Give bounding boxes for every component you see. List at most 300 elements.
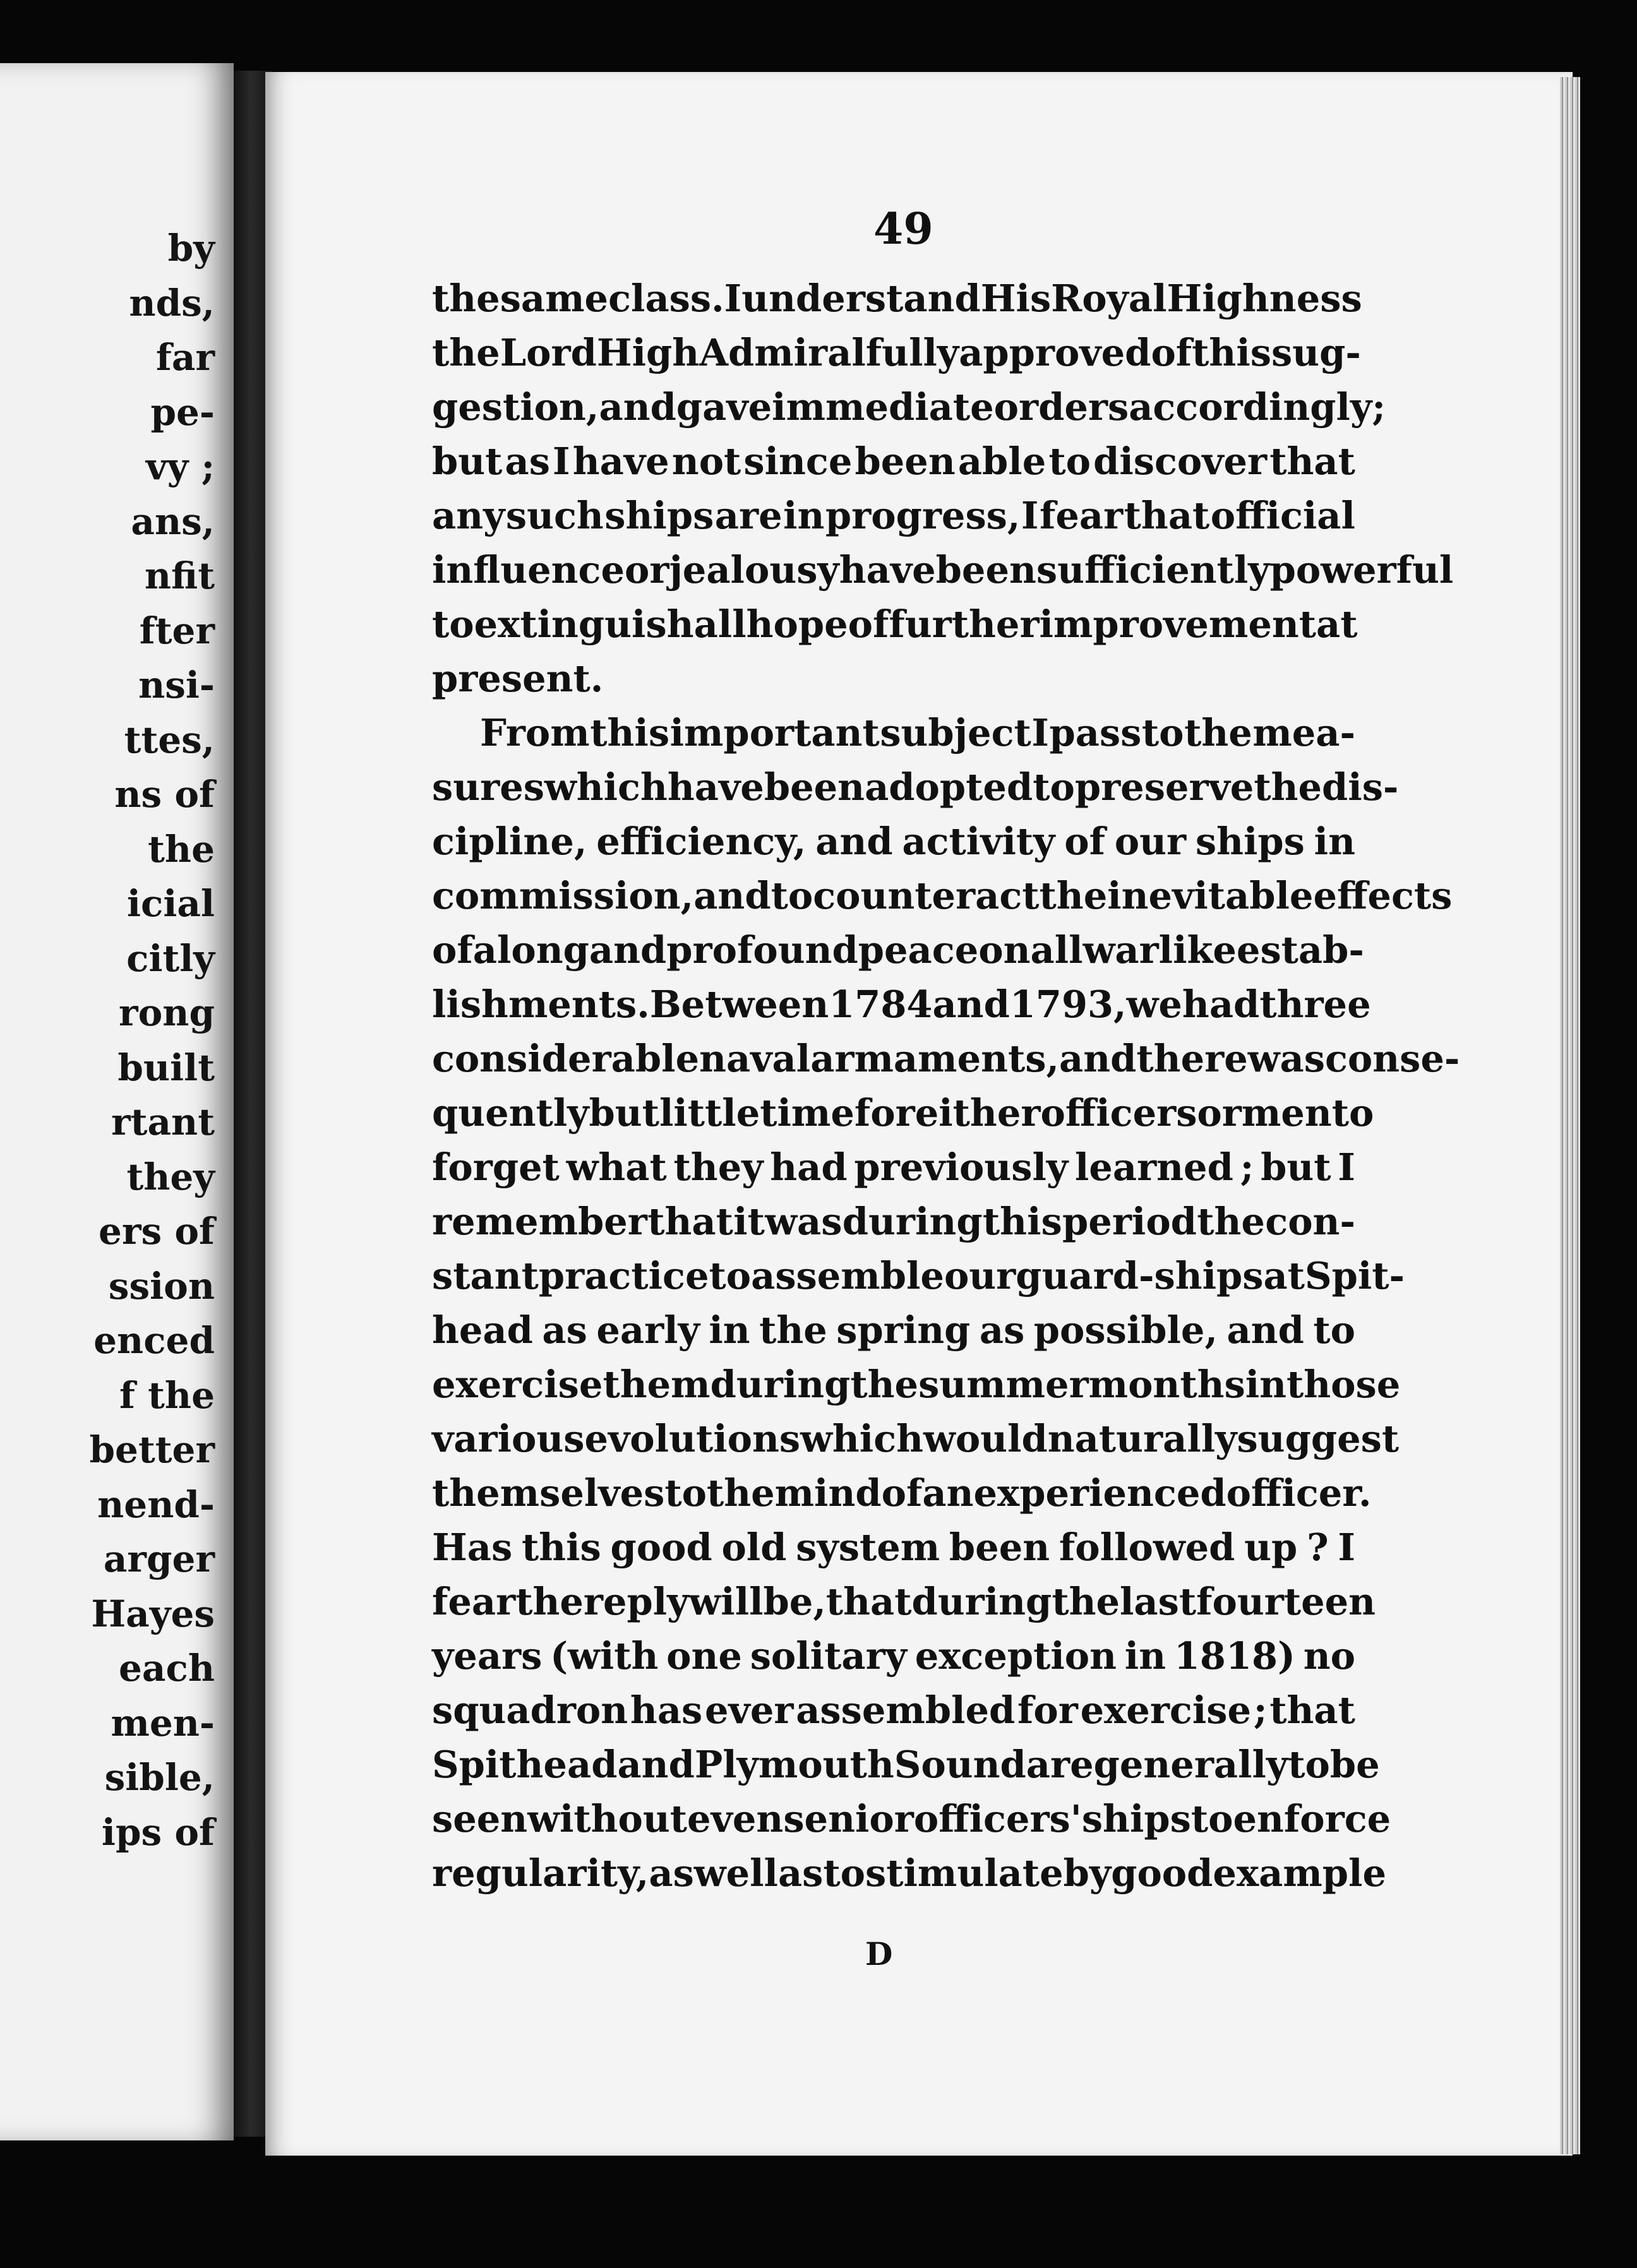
text-line	[432, 652, 1355, 706]
word: regularity,	[432, 1851, 649, 1895]
word: for	[1017, 1688, 1078, 1732]
word: mea-	[1252, 711, 1355, 755]
word: by	[1063, 1851, 1112, 1895]
word: period	[1062, 1200, 1197, 1243]
word: was	[765, 1200, 842, 1243]
word: From	[480, 711, 590, 755]
word: would	[923, 1417, 1048, 1460]
left-page-line: built	[117, 1046, 215, 1089]
word: and	[1226, 1308, 1304, 1352]
word: years	[432, 1634, 543, 1678]
word: this	[982, 1200, 1062, 1243]
word: in	[1314, 820, 1355, 863]
word: pass	[1049, 711, 1142, 755]
left-page-line: by	[167, 227, 215, 270]
word: lishments.	[432, 982, 650, 1026]
word: or	[625, 548, 669, 592]
word: or	[1197, 1091, 1242, 1135]
word: such	[505, 494, 604, 537]
word: that	[825, 1580, 912, 1623]
word: which	[544, 765, 668, 809]
word: influence	[432, 548, 625, 592]
word: activity	[902, 820, 1055, 863]
word: in	[783, 494, 825, 537]
word: learned	[1074, 1145, 1233, 1189]
page-number: 49	[873, 204, 933, 254]
text-line	[432, 543, 1454, 597]
word: three	[1259, 982, 1371, 1026]
word: 1793,	[1009, 982, 1127, 1026]
word: either	[914, 1091, 1041, 1135]
left-page-line: citly	[126, 936, 215, 980]
word: the	[1052, 1580, 1120, 1623]
word: and	[1059, 1037, 1137, 1080]
word: little	[659, 1091, 760, 1135]
word: generally	[1093, 1743, 1288, 1786]
word: important	[669, 711, 880, 755]
word: the	[1254, 765, 1322, 809]
word: warlike	[1082, 928, 1237, 972]
text-line	[432, 1358, 1401, 1412]
word: quently	[432, 1091, 589, 1135]
word: Admiral	[699, 331, 866, 374]
word: to	[823, 1851, 866, 1895]
word: any	[432, 494, 505, 537]
word: assembled	[796, 1688, 1016, 1732]
word: men	[1241, 1091, 1332, 1135]
word: stimulate	[865, 1851, 1064, 1895]
word: sures	[432, 765, 544, 809]
word: (with	[550, 1634, 659, 1678]
word: able	[957, 439, 1046, 483]
text-line	[432, 1846, 1386, 1901]
word: there	[1136, 1037, 1248, 1080]
word: example	[1213, 1851, 1386, 1895]
word: exercise	[432, 1363, 603, 1406]
word: and	[932, 982, 1010, 1026]
word: those	[1286, 1363, 1401, 1406]
word: been	[854, 439, 956, 483]
word: as	[542, 1308, 587, 1352]
word: will	[688, 1580, 764, 1623]
left-page-line: nsi-	[138, 664, 215, 707]
text-line	[432, 923, 1364, 977]
word: efficiency,	[596, 820, 807, 863]
word: assemble	[751, 1254, 944, 1298]
word: I	[1338, 1145, 1355, 1189]
word: armaments,	[810, 1037, 1060, 1080]
left-page-line: rong	[119, 991, 215, 1034]
left-page-line: far	[155, 336, 215, 379]
word: a	[472, 928, 497, 972]
text-line	[432, 1412, 1400, 1466]
word: had	[770, 1145, 848, 1189]
word: without	[527, 1797, 688, 1841]
word: I	[1338, 1525, 1355, 1569]
word: reply	[583, 1580, 689, 1623]
word: during	[842, 1200, 983, 1243]
text-line	[432, 1032, 1460, 1086]
word: to	[664, 1471, 707, 1515]
word: the	[432, 277, 500, 320]
word: early	[596, 1308, 700, 1352]
word: powerful	[1269, 548, 1454, 592]
word: ships	[1081, 1797, 1191, 1841]
word: adopted	[865, 765, 1033, 809]
word: understand	[741, 277, 981, 320]
word: experienced	[973, 1471, 1226, 1515]
word: subject	[880, 711, 1031, 755]
word: the	[706, 1471, 775, 1515]
left-page-line: rtant	[111, 1101, 215, 1143]
word: good	[610, 1525, 712, 1569]
word: exercise	[1080, 1688, 1252, 1732]
word: Plymouth	[694, 1743, 894, 1786]
word: that	[647, 1200, 733, 1243]
word: been	[935, 548, 1036, 592]
word: sufficiently	[1036, 548, 1270, 592]
word: squadron	[432, 1688, 628, 1732]
text-line	[432, 434, 1355, 489]
text-line	[432, 380, 1386, 434]
word: to	[771, 874, 813, 917]
word: which	[800, 1417, 924, 1460]
text-line	[432, 272, 1362, 326]
word: mind	[774, 1471, 882, 1515]
word: of	[881, 1471, 923, 1515]
word: official	[1210, 494, 1355, 537]
left-page-line: ssion	[108, 1264, 215, 1308]
word: considerable	[432, 1037, 700, 1080]
word: been	[764, 765, 865, 809]
word: in	[1245, 1363, 1287, 1406]
word: in	[709, 1308, 750, 1352]
word: was	[1247, 1037, 1325, 1080]
word: fear	[432, 1580, 516, 1623]
left-page-line: ers of	[99, 1210, 215, 1253]
left-page-line: ans,	[131, 499, 215, 543]
word: even	[687, 1797, 784, 1841]
word: jealousy	[669, 548, 839, 592]
word: this	[521, 1525, 601, 1569]
word: guard-ships	[1016, 1254, 1264, 1298]
word: they	[673, 1145, 764, 1189]
word: the	[515, 1580, 584, 1623]
word: as	[505, 439, 550, 483]
word: well	[693, 1851, 778, 1895]
word: we	[1126, 982, 1182, 1026]
word: to	[709, 1254, 752, 1298]
text-line	[432, 597, 1358, 652]
word: an	[922, 1471, 974, 1515]
text-line	[432, 977, 1371, 1032]
text-line	[432, 1303, 1355, 1358]
word: I	[724, 277, 742, 320]
word: dis-	[1322, 765, 1399, 809]
left-page-line: they	[126, 1155, 215, 1198]
left-page-line: f the	[119, 1373, 215, 1417]
word: Royal	[1051, 277, 1167, 320]
word: have	[572, 439, 669, 483]
word: cipline,	[432, 820, 587, 863]
word: ;	[1372, 385, 1386, 429]
word: gave	[676, 385, 772, 429]
word: forget	[432, 1145, 560, 1189]
word: and	[589, 928, 667, 972]
word: followed	[1058, 1525, 1235, 1569]
word: the	[1184, 711, 1252, 755]
word: that	[1269, 439, 1355, 483]
text-line	[432, 1086, 1374, 1140]
text-line	[432, 1249, 1405, 1303]
word: time	[760, 1091, 854, 1135]
word: and	[617, 1743, 695, 1786]
word: them	[603, 1363, 711, 1406]
word: conse-	[1324, 1037, 1460, 1080]
text-line	[432, 760, 1399, 815]
word: evolutions	[584, 1417, 801, 1460]
word: exception	[914, 1634, 1117, 1678]
word: not	[671, 439, 741, 483]
word: summer	[918, 1363, 1089, 1406]
word: one	[666, 1634, 742, 1678]
word: solitary	[750, 1634, 907, 1678]
word: head	[432, 1308, 533, 1352]
word: 1784	[829, 982, 933, 1026]
word: fourteen	[1196, 1580, 1376, 1623]
word: to	[1048, 439, 1091, 483]
word: long	[496, 928, 589, 972]
word: old	[721, 1525, 787, 1569]
word: but	[589, 1091, 659, 1135]
word: to	[1033, 765, 1075, 809]
word: possible,	[1033, 1308, 1218, 1352]
word: at	[1316, 602, 1358, 646]
body-text	[432, 272, 1460, 1901]
word: all	[1030, 928, 1083, 972]
word: of	[432, 928, 473, 972]
word: Has	[432, 1525, 513, 1569]
word: same	[500, 277, 609, 320]
left-page-line: ips of	[101, 1810, 215, 1854]
word: preserve	[1074, 765, 1254, 809]
word: improvement	[1039, 602, 1317, 646]
word: as	[777, 1851, 824, 1895]
word: gestion,	[432, 385, 599, 429]
word: spring	[836, 1308, 971, 1352]
text-line	[432, 706, 1355, 760]
word: that	[1124, 494, 1210, 537]
word: High	[596, 331, 700, 374]
word: since	[743, 439, 853, 483]
word: that	[1269, 1688, 1355, 1732]
word: and	[693, 874, 771, 917]
word: have	[839, 548, 936, 592]
word: been	[949, 1525, 1050, 1569]
word: to	[432, 602, 474, 646]
word: His	[980, 277, 1052, 320]
word: estab-	[1236, 928, 1364, 972]
word: to	[1313, 1308, 1355, 1352]
word: during	[710, 1363, 851, 1406]
left-page-line: nfit	[144, 554, 215, 597]
text-line	[432, 489, 1355, 543]
text-line	[432, 326, 1361, 380]
word: previously	[854, 1145, 1069, 1189]
word: officer.	[1226, 1471, 1372, 1515]
word: the	[1197, 1200, 1265, 1243]
word: ships	[1195, 820, 1305, 863]
left-page-line: pe-	[150, 390, 215, 434]
word: of	[1151, 331, 1192, 374]
text-line	[432, 1575, 1376, 1629]
word: months	[1088, 1363, 1245, 1406]
word: to	[1331, 1091, 1374, 1135]
word: of	[848, 602, 889, 646]
left-page	[0, 63, 234, 2140]
word: suggest	[1237, 1417, 1400, 1460]
word: peace	[858, 928, 979, 972]
word: I	[553, 439, 570, 483]
word: fully	[865, 331, 959, 374]
word: the	[1039, 874, 1108, 917]
word: Spithead	[432, 1743, 618, 1786]
word: the	[432, 331, 500, 374]
word: stant	[432, 1254, 539, 1298]
left-page-line: better	[89, 1428, 215, 1471]
word: up	[1244, 1525, 1298, 1569]
word: ;	[1253, 1688, 1268, 1732]
word: this	[1192, 331, 1271, 374]
word: enforce	[1233, 1797, 1391, 1841]
word: officers'	[913, 1797, 1082, 1841]
word: to	[1141, 711, 1184, 755]
word: no	[1303, 1634, 1355, 1678]
word: are	[1026, 1743, 1094, 1786]
left-page-line: arger	[103, 1537, 215, 1580]
word: profound	[666, 928, 858, 972]
word: to	[1288, 1743, 1330, 1786]
left-page-line: icial	[127, 882, 215, 925]
left-page-line: ttes,	[124, 718, 215, 761]
word: accordingly	[1129, 385, 1372, 429]
word: practice	[538, 1254, 709, 1298]
word: ever	[705, 1688, 794, 1732]
word: fear	[1039, 494, 1124, 537]
word: I	[1021, 494, 1039, 537]
word: the	[759, 1308, 827, 1352]
word: has	[630, 1688, 703, 1732]
word: this	[590, 711, 670, 755]
word: ;	[1240, 1145, 1254, 1189]
text-line	[432, 1195, 1355, 1249]
left-page-line: the	[148, 827, 215, 871]
word: con-	[1265, 1200, 1355, 1243]
word: it	[733, 1200, 765, 1243]
word: I	[1031, 711, 1049, 755]
word: effects	[1313, 874, 1453, 917]
word: further	[889, 602, 1040, 646]
word: immediate	[772, 385, 994, 429]
left-page-line: nds,	[129, 281, 215, 325]
word: Sound	[894, 1743, 1026, 1786]
word: all	[693, 602, 747, 646]
word: 1818)	[1173, 1634, 1295, 1678]
text-line	[432, 1738, 1380, 1792]
text-line	[432, 1466, 1372, 1520]
word: for	[854, 1091, 915, 1135]
word: naval	[699, 1037, 811, 1080]
word: have	[667, 765, 764, 809]
word: seen	[432, 1797, 528, 1841]
word: remember	[432, 1200, 647, 1243]
word: in	[1124, 1634, 1166, 1678]
word: had	[1182, 982, 1260, 1026]
word: our	[1114, 820, 1187, 863]
word: approved	[959, 331, 1151, 374]
text-line	[432, 1140, 1355, 1195]
word: are	[714, 494, 783, 537]
word: Lord	[500, 331, 597, 374]
left-page-line: each	[119, 1647, 215, 1690]
word: inevitable	[1107, 874, 1314, 917]
page-edge	[1560, 77, 1580, 2154]
word: system	[796, 1525, 940, 1569]
text-line	[432, 1683, 1355, 1738]
word: be,	[763, 1580, 826, 1623]
word: orders	[993, 385, 1129, 429]
word: of	[1064, 820, 1105, 863]
word: Spit-	[1304, 1254, 1405, 1298]
word: as	[979, 1308, 1025, 1352]
word: commission,	[432, 874, 694, 917]
left-page-line: nend-	[97, 1483, 215, 1526]
left-page-line: enced	[93, 1319, 215, 1362]
word: Between	[649, 982, 829, 1026]
word: and	[599, 385, 676, 429]
word: good	[1111, 1851, 1213, 1895]
word: but	[1261, 1145, 1331, 1189]
left-page-line: men-	[111, 1701, 215, 1745]
word: present.	[432, 657, 604, 700]
word: themselves	[432, 1471, 665, 1515]
word: counteract	[813, 874, 1040, 917]
word: be	[1329, 1743, 1380, 1786]
word: Highness	[1166, 277, 1362, 320]
word: naturally	[1047, 1417, 1237, 1460]
word: to	[1190, 1797, 1233, 1841]
word: on	[978, 928, 1031, 972]
word: the	[850, 1363, 919, 1406]
left-page-line: sible,	[104, 1756, 215, 1799]
text-line	[432, 1520, 1355, 1575]
word: class.	[608, 277, 724, 320]
signature-mark: D	[865, 1935, 893, 1973]
text-line	[432, 869, 1453, 923]
left-page-line: fter	[139, 609, 215, 652]
text-line	[432, 815, 1355, 869]
word: senior	[783, 1797, 914, 1841]
left-page-line: Hayes	[91, 1592, 215, 1635]
word: discover	[1093, 439, 1268, 483]
word: progress,	[825, 494, 1021, 537]
word: various	[432, 1417, 585, 1460]
word: ships	[604, 494, 714, 537]
word: our	[944, 1254, 1016, 1298]
word: hope	[746, 602, 848, 646]
word: officers	[1040, 1091, 1197, 1135]
word: and	[815, 820, 893, 863]
